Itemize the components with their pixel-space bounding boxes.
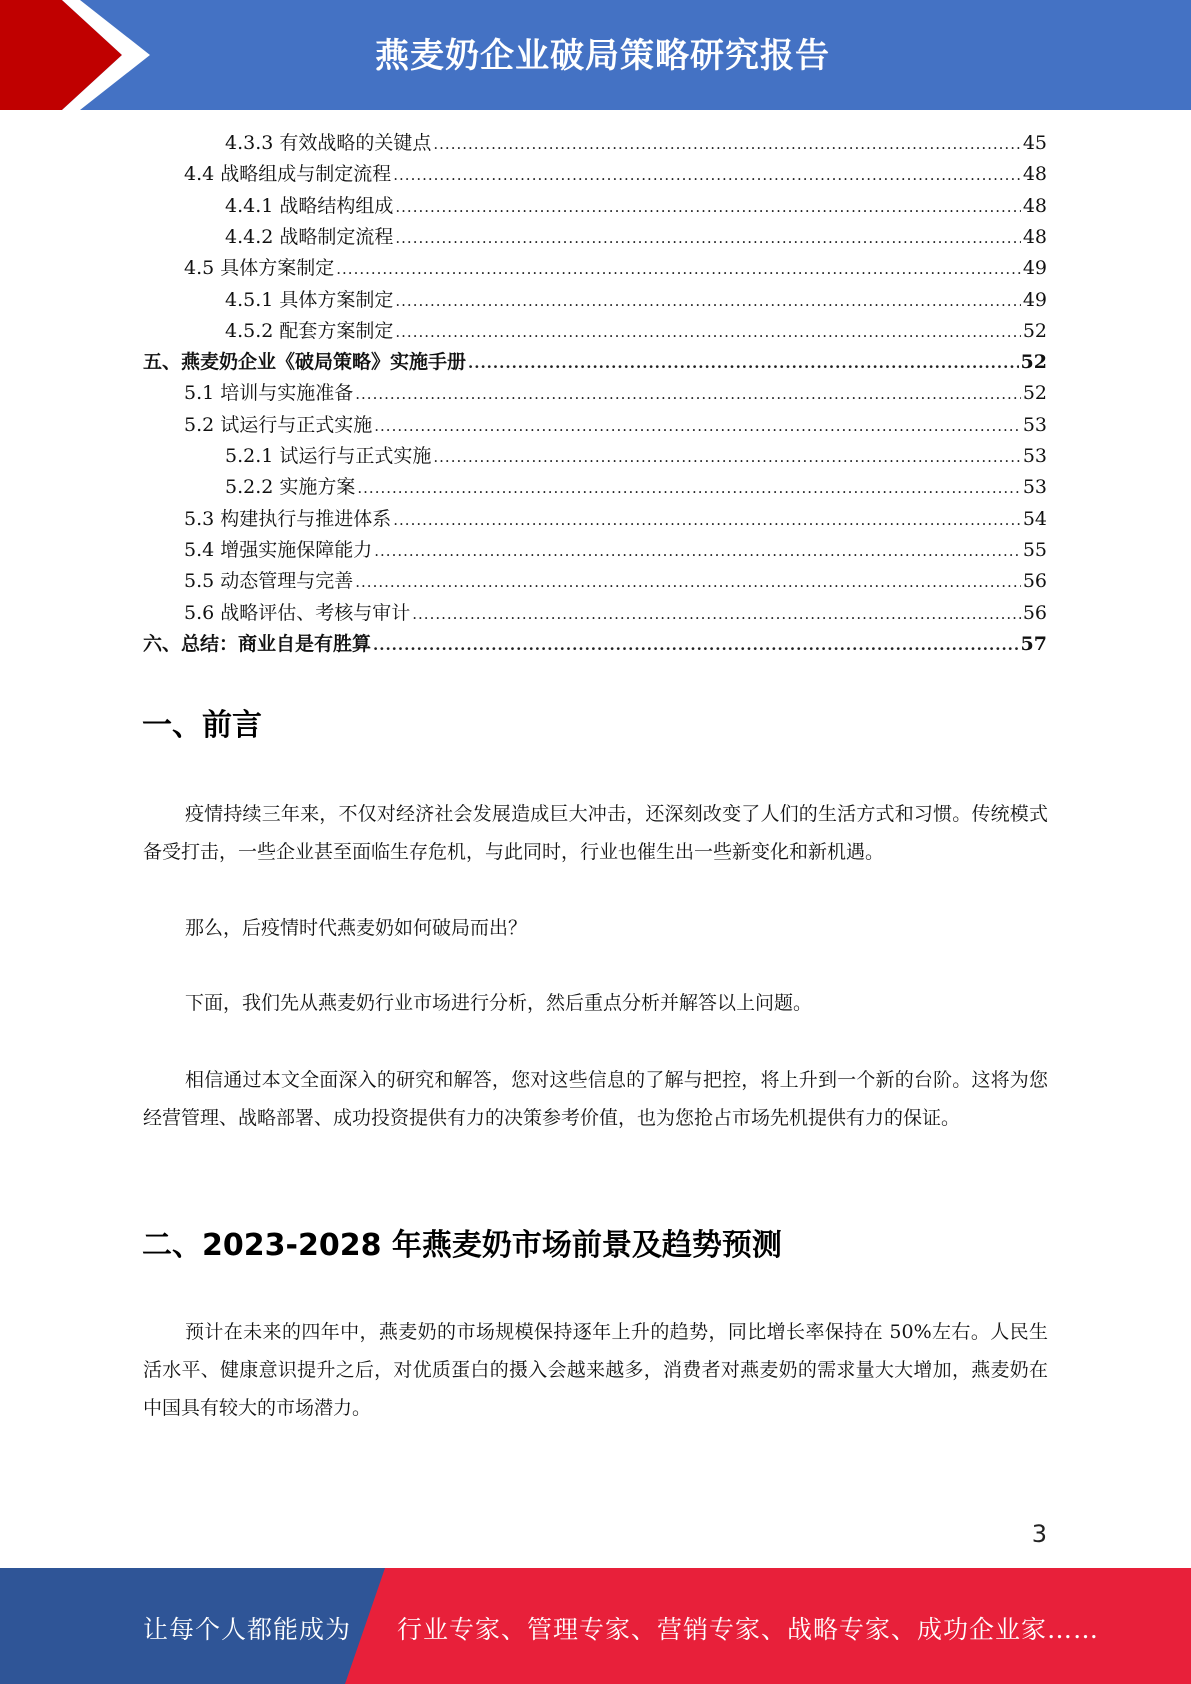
paragraph: 那么，后疫情时代燕麦奶如何破局而出？ <box>185 917 528 939</box>
toc-entry-page: 57 <box>1020 632 1047 655</box>
toc-entry[interactable] <box>225 285 1047 316</box>
toc-entry[interactable] <box>225 472 1047 503</box>
toc-dot-leader <box>395 192 1020 223</box>
toc-entry-label: 5.3 构建执行与推进体系 <box>184 507 392 530</box>
toc-dot-leader <box>355 567 1021 598</box>
paragraph: 相信通过本文全面深入的研究和解答，您对这些信息的了解与把控，将上升到一个新的台阶。这将为您经营管理、战略部署、成功投资提供有力的决策参考价值，也为您抢占市场先机提供有力的保证。 <box>143 1069 1048 1129</box>
toc-entry-page: 52 <box>1022 382 1047 405</box>
toc-entry-label: 4.5.1 具体方案制定 <box>225 288 394 311</box>
toc-entry[interactable] <box>225 316 1047 347</box>
toc-entry-page: 52 <box>1022 319 1047 342</box>
section-heading-forecast: 二、2023-2028 年燕麦奶市场前景及趋势预测 <box>142 1228 782 1263</box>
toc-entry-label: 4.4 战略组成与制定流程 <box>184 163 392 186</box>
toc-entry-label: 六、总结：商业自是有胜算 <box>143 632 372 655</box>
toc-entry-page: 48 <box>1022 163 1047 186</box>
page-header <box>0 0 1191 110</box>
toc-entry[interactable] <box>143 629 1047 660</box>
toc-entry[interactable] <box>184 566 1047 597</box>
toc-entry[interactable] <box>225 441 1047 472</box>
toc-dot-leader <box>393 505 1021 536</box>
toc-entry[interactable] <box>184 159 1047 190</box>
toc-entry-label: 5.5 动态管理与完善 <box>184 570 354 593</box>
toc-dot-leader <box>433 129 1020 160</box>
toc-entry-page: 55 <box>1022 538 1047 561</box>
toc-entry[interactable] <box>184 598 1047 629</box>
toc-entry-label: 5.2 试运行与正式实施 <box>184 413 373 436</box>
toc-dot-leader <box>468 348 1019 379</box>
toc-entry[interactable] <box>225 128 1047 159</box>
section-heading-preface: 一、前言 <box>142 708 262 743</box>
toc-entry-page: 53 <box>1022 476 1047 499</box>
toc-dot-leader <box>395 317 1020 348</box>
toc-entry-label: 4.4.1 战略结构组成 <box>225 194 394 217</box>
toc-entry-label: 5.1 培训与实施准备 <box>184 382 354 405</box>
footer-slogan-right: 行业专家、管理专家、营销专家、战略专家、成功企业家…… <box>397 1615 1100 1644</box>
toc-entry-label: 5.4 增强实施保障能力 <box>184 538 373 561</box>
page-number: 3 <box>1031 1520 1047 1548</box>
toc-entry-page: 49 <box>1022 288 1047 311</box>
toc-dot-leader <box>336 254 1021 285</box>
toc-entry-page: 45 <box>1022 132 1047 154</box>
toc-dot-leader <box>373 630 1019 661</box>
toc-dot-leader <box>395 223 1020 254</box>
toc-entry-label: 4.4.2 战略制定流程 <box>225 225 394 248</box>
paragraph: 预计在未来的四年中，燕麦奶的市场规模保持逐年上升的趋势，同比增长率保持在 50%左右。人民生活水平、健康意识提升之后，对优质蛋白的摄入会越来越多，消费者对燕麦奶的需求量大大增加，燕麦奶在中国具有较大的市场潜力。 <box>143 1321 1048 1419</box>
toc-dot-leader <box>374 411 1021 442</box>
toc-entry[interactable] <box>184 504 1047 535</box>
toc-entry-page: 53 <box>1022 445 1047 467</box>
toc-dot-leader <box>374 536 1021 567</box>
toc-dot-leader <box>395 286 1020 317</box>
toc-entry-page: 49 <box>1022 257 1047 280</box>
toc-entry-page: 52 <box>1020 351 1047 374</box>
toc-dot-leader <box>393 160 1021 191</box>
toc-entry[interactable] <box>184 378 1047 409</box>
toc-entry-page: 53 <box>1022 413 1047 436</box>
toc-dot-leader <box>412 599 1021 630</box>
toc-entry-label: 5.2.2 实施方案 <box>225 476 356 499</box>
page-footer <box>0 1568 1191 1684</box>
toc-entry-label: 4.3.3 有效战略的关键点 <box>225 132 432 154</box>
toc-dot-leader <box>433 442 1020 473</box>
toc-dot-leader <box>355 379 1021 410</box>
footer-slogan-left: 让每个人都能成为 <box>143 1615 352 1644</box>
toc-entry-label: 4.5 具体方案制定 <box>184 257 335 280</box>
paragraph: 下面，我们先从燕麦奶行业市场进行分析，然后重点分析并解答以上问题。 <box>185 992 813 1014</box>
toc-entry-page: 48 <box>1022 225 1047 248</box>
toc-entry[interactable] <box>184 410 1047 441</box>
paragraph: 疫情持续三年来，不仅对经济社会发展造成巨大冲击，还深刻改变了人们的生活方式和习惯。传统模式备受打击，一些企业甚至面临生存危机，与此同时，行业也催生出一些新变化和新机遇。 <box>143 803 1048 863</box>
toc-entry[interactable] <box>143 347 1047 378</box>
toc-entry-page: 56 <box>1022 601 1047 624</box>
toc-dot-leader <box>357 473 1020 504</box>
toc-entry[interactable] <box>225 222 1047 253</box>
document-title: 燕麦奶企业破局策略研究报告 <box>375 36 830 76</box>
toc-entry-page: 56 <box>1022 570 1047 593</box>
toc-entry[interactable] <box>184 253 1047 284</box>
toc-entry-label: 五、燕麦奶企业《破局策略》实施手册 <box>143 351 467 374</box>
toc-entry-page: 54 <box>1022 507 1047 530</box>
toc-entry[interactable] <box>184 535 1047 566</box>
toc-entry-label: 5.6 战略评估、考核与审计 <box>184 601 411 624</box>
header-chevron-graphic <box>0 0 160 110</box>
toc-entry-label: 4.5.2 配套方案制定 <box>225 319 394 342</box>
toc-entry[interactable] <box>225 191 1047 222</box>
toc-entry-page: 48 <box>1022 194 1047 217</box>
toc-entry-label: 5.2.1 试运行与正式实施 <box>225 445 432 467</box>
